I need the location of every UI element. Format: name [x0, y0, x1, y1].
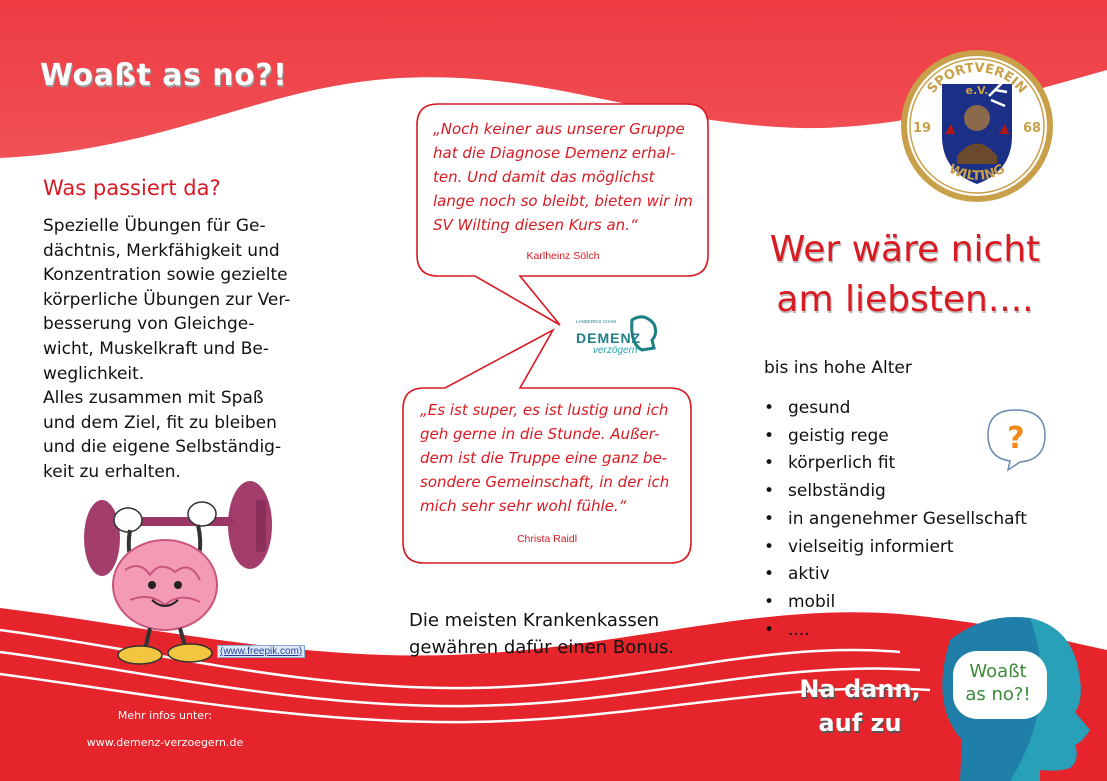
- quote-line: geh gerne in die Stunde. Außer-: [420, 425, 660, 443]
- text-line: keit zu erhalten.: [43, 461, 181, 482]
- list-item: • aktiv: [764, 561, 1027, 589]
- club-logo-text: [900, 50, 1054, 204]
- head-text-line: Woaßt: [969, 661, 1027, 682]
- page-title: Woaßt as no?!: [40, 58, 288, 93]
- list-intro: bis ins hohe Alter: [764, 358, 912, 378]
- list-item: • ....: [764, 617, 1027, 645]
- text-line: und die eigene Selbständig-: [43, 437, 282, 458]
- text-line: Konzentration sowie gezielte: [43, 265, 288, 286]
- text-line: Alles zusammen mit Spaß: [43, 388, 264, 409]
- demenz-logo-region: LANDKREIS CHAM: [576, 319, 617, 324]
- text-line: wicht, Muskelkraft und Be-: [43, 338, 269, 359]
- quote-line: lange noch so bleibt, bieten wir im: [433, 192, 693, 210]
- demenz-logo-word: DEMENZ: [576, 330, 642, 346]
- quote-line: hat die Diagnose Demenz erhal-: [433, 144, 676, 162]
- benefits-list: [764, 395, 1027, 644]
- demenz-logo-sub: verzögern: [593, 345, 638, 356]
- quote-line: „Noch keiner aus unserer Gruppe: [433, 120, 685, 138]
- text-line: Die meisten Krankenkassen: [409, 610, 660, 631]
- text-line: und dem Ziel, fit zu bleiben: [43, 412, 277, 433]
- cta-line: Na dann,: [799, 675, 921, 703]
- text-line: Spezielle Übungen für Ge-: [43, 216, 266, 236]
- club-name-top: SPORTVEREIN: [924, 60, 1030, 97]
- text-line: besserung von Gleichge-: [43, 314, 255, 335]
- quote-line: dem ist die Truppe eine ganz be-: [420, 449, 668, 467]
- text-line: weglichkeit.: [43, 363, 145, 384]
- footer-info-label: Mehr infos unter:: [117, 709, 213, 722]
- club-name-bottom: WILTING: [946, 161, 1008, 184]
- club-year-right: 68: [1022, 121, 1042, 136]
- head-speech-text: [948, 660, 1048, 706]
- quote-2-author: Christa Raidl: [516, 533, 578, 545]
- image-credit-link[interactable]: (www.freepik.com): [217, 645, 305, 658]
- footer-url-link[interactable]: www.demenz-verzoegern.de: [86, 736, 244, 749]
- quote-line: mich sehr sehr wohl fühle.“: [420, 497, 627, 515]
- list-item: • körperlich fit: [764, 450, 1027, 478]
- description-text: [43, 214, 343, 485]
- quote-1-author: Karlheinz Sölch: [526, 250, 600, 262]
- text-line: körperliche Übungen zur Ver-: [43, 289, 291, 310]
- list-item: • vielseitig informiert: [764, 534, 1027, 562]
- quote-line: ten. Und damit das möglichst: [433, 168, 655, 186]
- quote-line: „Es ist super, es ist lustig und ich: [420, 401, 669, 419]
- list-item: • gesund: [764, 395, 1027, 423]
- list-item: • mobil: [764, 589, 1027, 617]
- insurance-note: [409, 607, 709, 661]
- title-line: am liebsten....: [776, 279, 1034, 320]
- title-line: Wer wäre nicht: [769, 229, 1041, 270]
- quote-line: SV Wilting diesen Kurs an.“: [433, 216, 638, 234]
- list-item: • geistig rege: [764, 423, 1027, 451]
- head-text-line: as no?!: [965, 684, 1031, 705]
- quote-2-text: [420, 398, 678, 518]
- text-line: dächtnis, Merkfähigkeit und: [43, 240, 280, 261]
- call-to-action: [790, 672, 930, 740]
- demenz-head-icon: [628, 314, 658, 354]
- section-heading: Was passiert da?: [43, 176, 221, 200]
- svg-text:?: ?: [1007, 421, 1025, 456]
- list-item: • in angenehmer Gesellschaft: [764, 506, 1027, 534]
- list-item: • selbständig: [764, 478, 1027, 506]
- quote-line: sondere Gemeinschaft, in der ich: [420, 473, 670, 491]
- text-line: gewähren dafür einen Bonus.: [409, 637, 675, 658]
- quote-1-text: [433, 117, 703, 237]
- main-question-title: [735, 225, 1075, 325]
- cta-line: auf zu: [818, 709, 902, 737]
- club-ev: e.V.: [965, 84, 989, 97]
- club-year-left: 19: [912, 121, 932, 136]
